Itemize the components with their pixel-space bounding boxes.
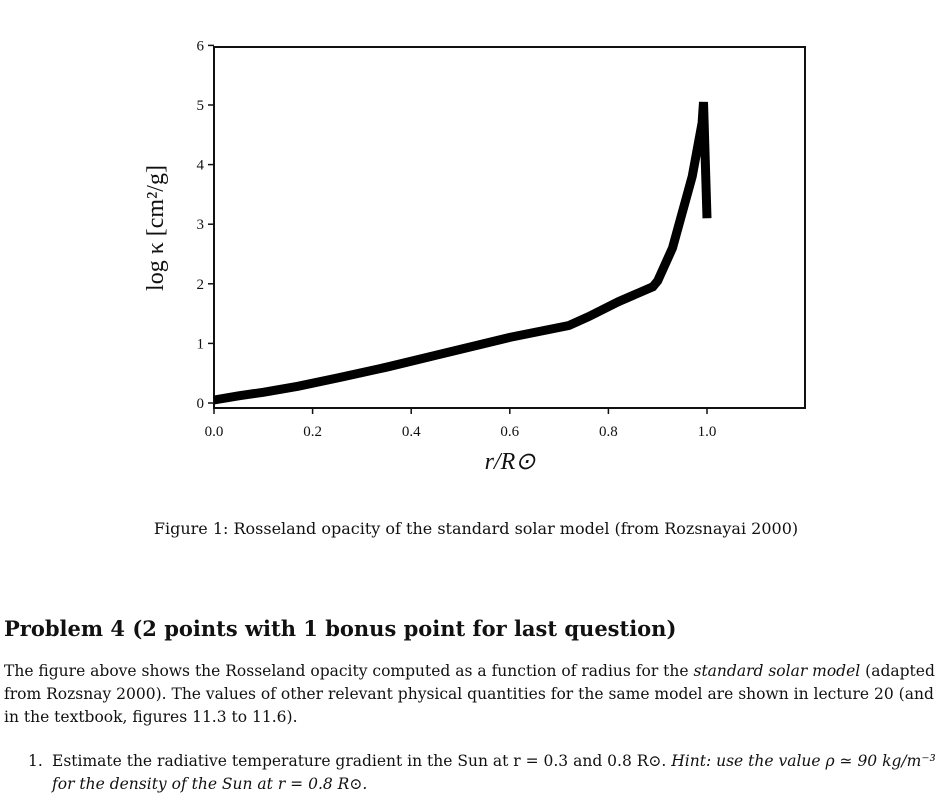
question-list — [28, 750, 946, 796]
plot-frame — [214, 47, 805, 408]
question-number: 1. — [28, 752, 43, 770]
description-emphasis: standard solar model — [693, 662, 861, 680]
x-tick-label-5: 1.0 — [697, 424, 717, 440]
description-part-2: (adapted from Rozsnay 2000). The values of other relevant physical quantities for the same model are shown in lecture 20 (and in the textbook, figures 11.3 to 11.6). — [4, 662, 935, 726]
question-1-hint: Hint: use the value ρ ≃ 90 kg/m⁻³ for the density of the Sun at r = 0.8 R⊙. — [52, 752, 936, 793]
x-tick-label-4: 0.8 — [599, 424, 618, 440]
x-axis-label: r/R⊙ — [484, 449, 536, 475]
x-tick-label-0: 0.0 — [204, 424, 224, 440]
x-tick-label-1: 0.2 — [303, 424, 322, 440]
y-tick-label-6: 6 — [196, 38, 204, 55]
y-tick-label-3: 3 — [196, 217, 204, 234]
y-axis-label: log κ [cm²/g] — [143, 165, 169, 291]
x-tick-label-3: 0.6 — [500, 424, 520, 440]
y-tick-label-4: 4 — [196, 157, 204, 174]
figure-caption: Figure 1: Rosseland opacity of the standard solar model (from Rozsnayai 2000) — [153, 519, 799, 538]
problem-title: Problem 4 (2 points with 1 bonus point for last question) — [4, 616, 677, 641]
description-part-1: The figure above shows the Rosseland opacity computed as a function of radius for the — [4, 662, 689, 680]
y-tick-label-5: 5 — [196, 98, 204, 114]
y-tick-label-0: 0 — [196, 396, 204, 412]
y-tick-label-2: 2 — [196, 276, 204, 293]
problem-description — [4, 660, 948, 729]
question-1-text: Estimate the radiative temperature gradient in the Sun at r = 0.3 and 0.8 R⊙. — [52, 752, 667, 770]
question-1 — [52, 750, 946, 796]
x-tick-label-2: 0.4 — [401, 424, 421, 440]
y-tick-label-1: 1 — [196, 336, 204, 353]
opacity-curve — [214, 102, 707, 400]
